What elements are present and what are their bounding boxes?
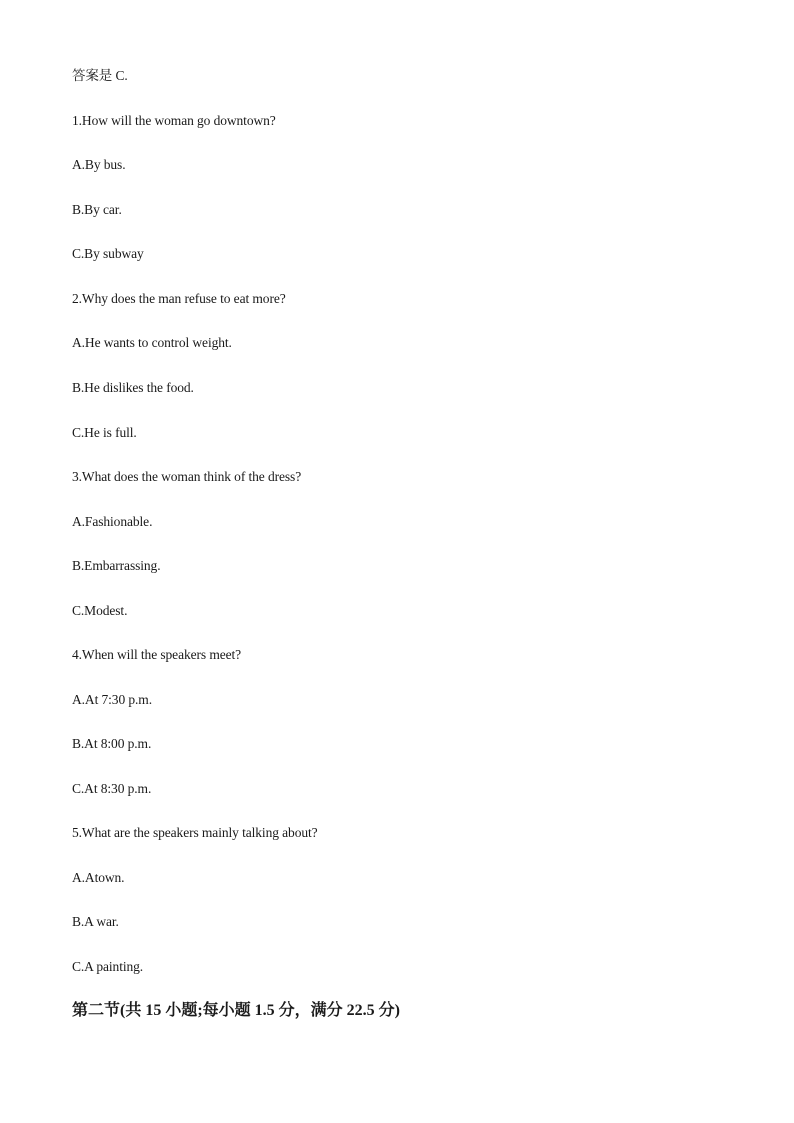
question-2-option-a: A.He wants to control weight. <box>72 335 232 350</box>
question-2-option-c: C.He is full. <box>72 425 137 440</box>
question-5: 5.What are the speakers mainly talking about? <box>72 825 318 840</box>
question-3: 3.What does the woman think of the dress? <box>72 469 302 484</box>
answer-note: 答案是 C. <box>72 68 128 83</box>
question-4-option-c: C.At 8:30 p.m. <box>72 781 152 796</box>
question-3-option-c: C.Modest. <box>72 603 128 618</box>
question-4-option-b: B.At 8:00 p.m. <box>72 736 152 751</box>
question-2-option-b: B.He dislikes the food. <box>72 380 194 395</box>
question-5-option-c: C.A painting. <box>72 959 144 974</box>
question-1-option-a: A.By bus. <box>72 157 126 172</box>
question-2: 2.Why does the man refuse to eat more? <box>72 291 286 306</box>
question-1-option-c: C.By subway <box>72 246 144 261</box>
question-4-option-a: A.At 7:30 p.m. <box>72 692 152 707</box>
question-1-option-b: B.By car. <box>72 202 122 217</box>
question-5-option-a: A.Atown. <box>72 870 125 885</box>
question-1: 1.How will the woman go downtown? <box>72 113 276 128</box>
question-4: 4.When will the speakers meet? <box>72 647 242 662</box>
question-3-option-b: B.Embarrassing. <box>72 558 161 573</box>
question-3-option-a: A.Fashionable. <box>72 514 153 529</box>
section-title: 第二节(共 15 小题;每小题 1.5 分，满分 22.5 分) <box>72 1002 400 1019</box>
question-5-option-b: B.A war. <box>72 914 119 929</box>
